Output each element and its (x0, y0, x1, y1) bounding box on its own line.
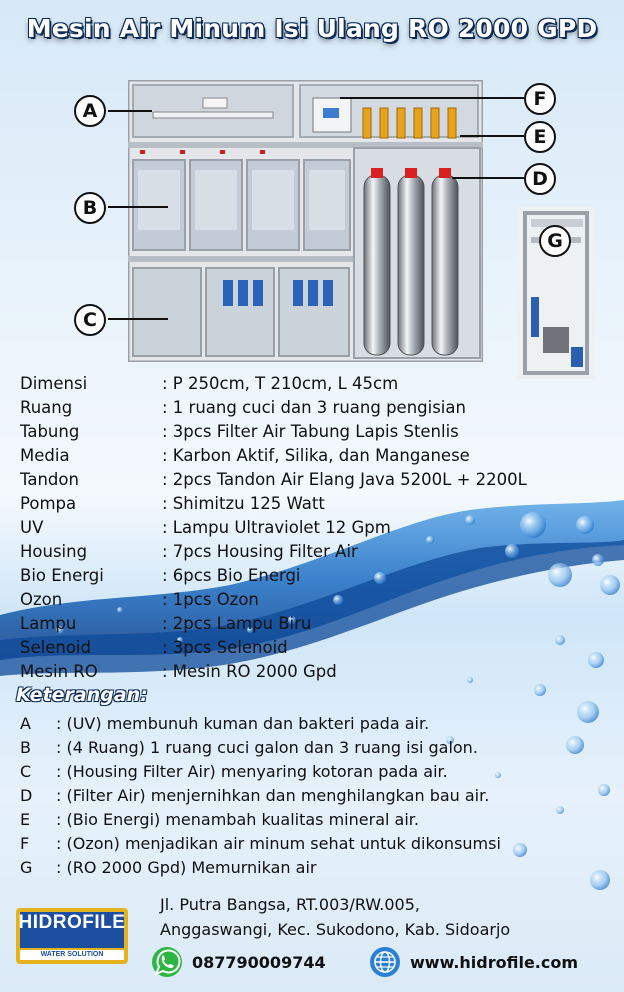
address-line-1: Jl. Putra Bangsa, RT.003/RW.005, (160, 895, 420, 914)
phone-number: 087790009744 (192, 953, 326, 972)
note-text: : (Filter Air) menjernihkan dan menghilangkan bau air. (56, 786, 490, 805)
spec-key: Tandon (20, 470, 79, 489)
marker-g: G (539, 225, 571, 257)
address-block (160, 892, 510, 942)
spec-key: Selenoid (20, 638, 91, 657)
note-text: : (UV) membunuh kuman dan bakteri pada air. (56, 714, 430, 733)
note-row (20, 832, 620, 856)
leader-line-b (108, 206, 168, 208)
note-row (20, 736, 620, 760)
spec-row (20, 540, 610, 564)
spec-value: : Karbon Aktif, Silika, dan Manganese (162, 446, 470, 465)
legend-notes (20, 712, 620, 880)
spec-key: Housing (20, 542, 88, 561)
spec-row (20, 612, 610, 636)
spec-row (20, 660, 610, 684)
spec-value: : 2pcs Tandon Air Elang Java 5200L + 2200L (162, 470, 527, 489)
spec-value: : 3pcs Selenoid (162, 638, 288, 657)
spec-row (20, 468, 610, 492)
spec-list (20, 372, 610, 684)
spec-key: Ozon (20, 590, 63, 609)
spec-row (20, 420, 610, 444)
marker-c: C (74, 304, 106, 336)
spec-value: : 1 ruang cuci dan 3 ruang pengisian (162, 398, 466, 417)
spec-row (20, 636, 610, 660)
spec-value: : 6pcs Bio Energi (162, 566, 301, 585)
spec-key: Pompa (20, 494, 77, 513)
address-line-2: Anggaswangi, Kec. Sukodono, Kab. Sidoarjo (160, 920, 511, 939)
note-text: : (Housing Filter Air) menyaring kotoran pada air. (56, 762, 448, 781)
note-row (20, 856, 620, 880)
note-letter: D (20, 786, 33, 805)
spec-key: Mesin RO (20, 662, 98, 681)
marker-d: D (524, 163, 556, 195)
spec-row (20, 372, 610, 396)
leader-line-c (108, 318, 168, 320)
keterangan-heading: Keterangan: (16, 684, 148, 706)
spec-key: Dimensi (20, 374, 88, 393)
note-row (20, 712, 620, 736)
spec-key: UV (20, 518, 44, 537)
marker-a: A (74, 95, 106, 127)
globe-icon (368, 945, 402, 979)
note-letter: E (20, 810, 31, 829)
logo-wordmark: HIDROFILE (18, 912, 126, 933)
spec-key: Bio Energi (20, 566, 104, 585)
note-row (20, 784, 620, 808)
spec-row (20, 492, 610, 516)
spec-value: : 1pcs Ozon (162, 590, 259, 609)
note-letter: C (20, 762, 32, 781)
spec-key: Tabung (20, 422, 80, 441)
spec-key: Lampu (20, 614, 77, 633)
leader-line-e (460, 135, 524, 137)
note-letter: G (20, 858, 33, 877)
spec-value: : Shimitzu 125 Watt (162, 494, 325, 513)
spec-value: : 2pcs Lampu Biru (162, 614, 312, 633)
website-url: www.hidrofile.com (410, 953, 579, 972)
spec-row (20, 516, 610, 540)
note-row (20, 808, 620, 832)
note-text: : (Bio Energi) menambah kualitas mineral air. (56, 810, 419, 829)
spec-key: Media (20, 446, 70, 465)
spec-row (20, 396, 610, 420)
leader-line-f (340, 97, 524, 99)
note-text: : (RO 2000 Gpd) Memurnikan air (56, 858, 317, 877)
note-row (20, 760, 620, 784)
note-letter: A (20, 714, 31, 733)
spec-value: : P 250cm, T 210cm, L 45cm (162, 374, 399, 393)
spec-value: : 7pcs Housing Filter Air (162, 542, 358, 561)
leader-line-d (452, 177, 524, 179)
spec-row (20, 588, 610, 612)
marker-f: F (524, 83, 556, 115)
logo-tagline: WATER SOLUTION (40, 951, 104, 958)
spec-value: : Lampu Ultraviolet 12 Gpm (162, 518, 391, 537)
note-letter: B (20, 738, 31, 757)
leader-line-a (108, 110, 152, 112)
note-text: : (Ozon) menjadikan air minum sehat untuk dikonsumsi (56, 834, 501, 853)
machine-photo (128, 80, 483, 362)
marker-e: E (524, 121, 556, 153)
note-text: : (4 Ruang) 1 ruang cuci galon dan 3 ruang isi galon. (56, 738, 478, 757)
spec-value: : 3pcs Filter Air Tabung Lapis Stenlis (162, 422, 459, 441)
spec-row (20, 564, 610, 588)
marker-b: B (74, 192, 106, 224)
spec-key: Ruang (20, 398, 73, 417)
page-title: Mesin Air Minum Isi Ulang RO 2000 GPD (26, 14, 598, 43)
whatsapp-icon (150, 945, 184, 979)
spec-value: : Mesin RO 2000 Gpd (162, 662, 337, 681)
spec-row (20, 444, 610, 468)
note-letter: F (20, 834, 30, 853)
